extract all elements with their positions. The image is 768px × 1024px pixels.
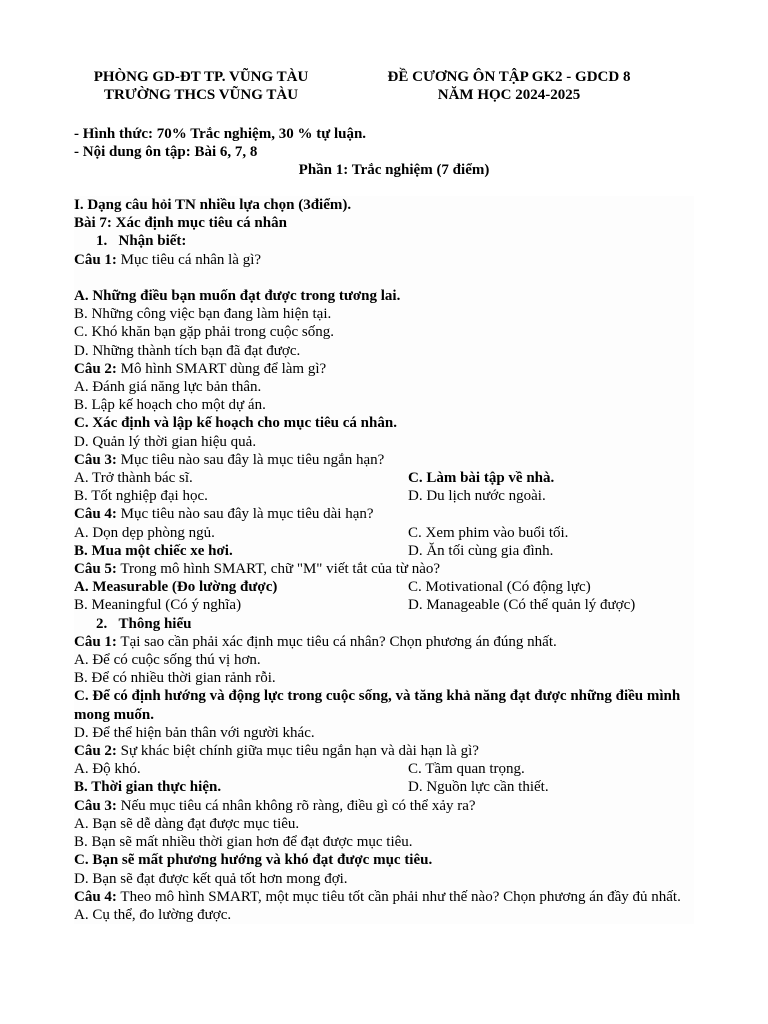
answer-option: B. Mua một chiếc xe hơi. [74, 542, 233, 559]
answer-option: D. Ăn tối cùng gia đình. [408, 542, 554, 559]
answer-option: A. Bạn sẽ dễ dàng đạt được mục tiêu. [74, 815, 300, 832]
level-label: Nhận biết: [118, 233, 187, 250]
answer-row [74, 469, 694, 487]
answer-option: B. Meaningful (Có ý nghĩa) [74, 597, 242, 614]
document-title-block [364, 68, 654, 104]
school-year: NĂM HỌC 2024-2025 [437, 87, 581, 104]
answer-row [74, 778, 694, 796]
answer-option: D. Du lịch nước ngoài. [408, 488, 546, 505]
answer-option: A. Trở thành bác sĩ. [74, 470, 193, 487]
answer-option: B. Lập kế hoạch cho một dự án. [74, 397, 266, 414]
answer-option: D. Bạn sẽ đạt được kết quả tốt hơn mong đợi. [74, 870, 348, 887]
question-label: Câu 3: [74, 451, 117, 468]
question-text: Mục tiêu nào sau đây là mục tiêu dài hạn? [116, 506, 374, 523]
question-text: Mô hình SMART dùng để làm gì? [116, 360, 327, 377]
exam-scope: - Nội dung ôn tập: Bài 6, 7, 8 [74, 144, 258, 161]
level-number: 1. [96, 233, 108, 250]
question-label: Câu 5: [74, 561, 117, 578]
answer-option: C. Bạn sẽ mất phương hướng và khó đạt được mục tiêu. [74, 852, 433, 869]
answer-row [74, 487, 694, 505]
answer-option: A. Đánh giá năng lực bản thân. [74, 379, 262, 396]
answer-row [74, 542, 694, 560]
question-text: Nếu mục tiêu cá nhân không rõ ràng, điều gì có thể xảy ra? [116, 797, 476, 814]
question-text: Theo mô hình SMART, một mục tiêu tốt cần phải như thế nào? Chọn phương án đầy đủ nhất. [116, 888, 681, 905]
answer-option: D. Những thành tích bạn đã đạt được. [74, 342, 301, 359]
answer-row [74, 760, 694, 778]
answer-option: A. Những điều bạn muốn đạt được trong tương lai. [74, 288, 401, 304]
answer-option: D. Để thể hiện bản thân với người khác. [74, 724, 315, 741]
answer-row [74, 596, 694, 614]
spacer [74, 269, 694, 287]
department-name: PHÒNG GD-ĐT TP. VŨNG TÀU [93, 69, 309, 85]
section-title: I. Dạng câu hỏi TN nhiều lựa chọn (3điểm). [74, 197, 352, 213]
question-label: Câu 2: [74, 360, 117, 377]
question-text: Sự khác biệt chính giữa mục tiêu ngắn hạn và dài hạn là gì? [116, 743, 479, 760]
answer-option: A. Cụ thể, đo lường được. [74, 906, 232, 923]
answer-option: D. Quản lý thời gian hiệu quả. [74, 433, 257, 450]
answer-option: D. Nguồn lực cần thiết. [408, 779, 549, 796]
question-text: Trong mô hình SMART, chữ "M" viết tắt của từ nào? [116, 561, 441, 578]
part-title: Phần 1: Trắc nghiệm (7 điểm) [298, 162, 490, 179]
level-number: 2. [96, 615, 108, 632]
document-title: ĐỀ CƯƠNG ÔN TẬP GK2 - GDCD 8 [387, 69, 631, 85]
question-label: Câu 4: [74, 888, 117, 905]
answer-option: D. Manageable (Có thể quản lý được) [408, 597, 636, 614]
answer-option: C. Làm bài tập về nhà. [408, 470, 555, 487]
answer-option: B. Tốt nghiệp đại học. [74, 488, 208, 505]
question-stem [74, 742, 694, 760]
level-heading-recognition [74, 232, 694, 250]
question-stem [74, 633, 694, 651]
answer-option: B. Những công việc bạn đang làm hiện tại. [74, 306, 332, 323]
question-stem [74, 251, 694, 269]
question-label: Câu 4: [74, 506, 117, 523]
lesson-title: Bài 7: Xác định mục tiêu cá nhân [74, 215, 287, 232]
exam-info [74, 125, 694, 180]
answer-option: B. Thời gian thực hiện. [74, 779, 222, 796]
question-label: Câu 3: [74, 797, 117, 814]
document-header [0, 68, 768, 108]
question-stem [74, 797, 694, 815]
level-heading-comprehension [74, 615, 694, 633]
answer-option: C. Để có định hướng và động lực trong cuộc sống, và tăng khả năng đạt được những điều mình mong muốn. [74, 688, 681, 723]
question-text: Mục tiêu cá nhân là gì? [116, 251, 262, 268]
answer-option: C. Khó khăn bạn gặp phải trong cuộc sống. [74, 324, 334, 341]
answer-option: A. Measurable (Đo lường được) [74, 579, 278, 596]
answer-option: B. Bạn sẽ mất nhiều thời gian hơn để đạt được mục tiêu. [74, 834, 413, 851]
level-label: Thông hiểu [118, 615, 192, 632]
question-label: Câu 1: [74, 633, 117, 650]
answer-option: B. Để có nhiều thời gian rảnh rỗi. [74, 670, 276, 687]
question-stem [74, 505, 694, 523]
question-text: Tại sao cần phải xác định mục tiêu cá nhân? Chọn phương án đúng nhất. [116, 633, 557, 650]
question-stem [74, 888, 694, 906]
answer-option: C. Motivational (Có động lực) [408, 579, 591, 596]
school-name: TRƯỜNG THCS VŨNG TÀU [103, 87, 299, 104]
answer-option: C. Xem phim vào buổi tối. [408, 524, 569, 541]
question-label: Câu 2: [74, 743, 117, 760]
school-block [70, 68, 332, 104]
question-text: Mục tiêu nào sau đây là mục tiêu ngắn hạn? [116, 451, 385, 468]
answer-option: A. Độ khó. [74, 761, 141, 778]
answer-option: A. Để có cuộc sống thú vị hơn. [74, 652, 261, 669]
answer-option: C. Tầm quan trọng. [408, 761, 525, 778]
exam-form: - Hình thức: 70% Trắc nghiệm, 30 % tự luận. [74, 126, 367, 142]
answer-option: A. Dọn dẹp phòng ngủ. [74, 524, 215, 541]
question-stem [74, 360, 694, 378]
answer-row [74, 578, 694, 596]
question-content [74, 196, 694, 924]
answer-option: C. Xác định và lập kế hoạch cho mục tiêu cá nhân. [74, 415, 397, 432]
answer-row [74, 524, 694, 542]
question-label: Câu 1: [74, 251, 117, 268]
question-stem [74, 560, 694, 578]
question-stem [74, 451, 694, 469]
